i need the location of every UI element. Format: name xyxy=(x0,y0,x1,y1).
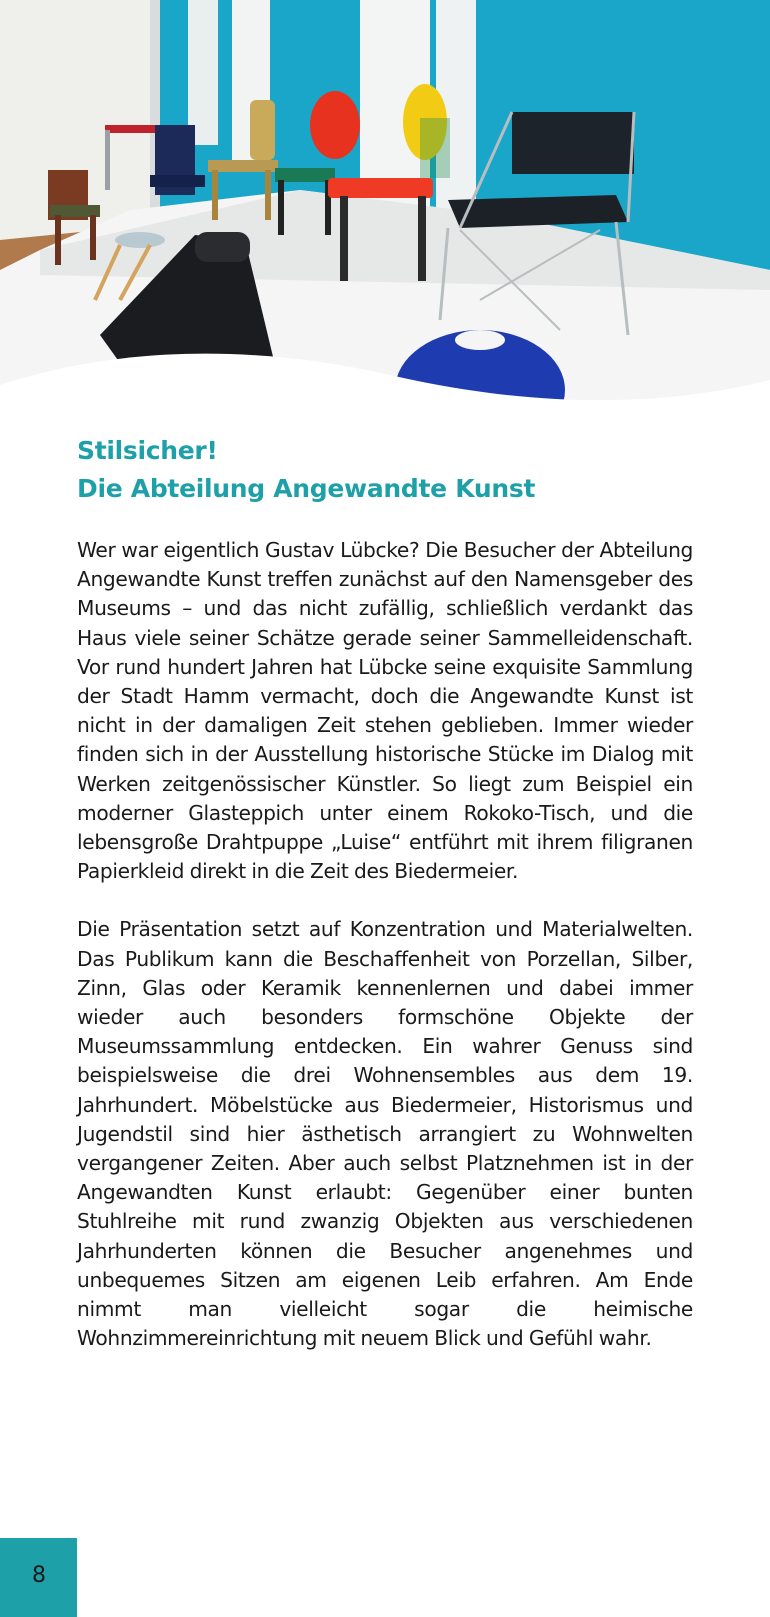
heading-line-2: Die Abteilung Angewandte Kunst xyxy=(77,474,536,503)
heading-line-1: Stilsicher! xyxy=(77,436,218,465)
body-paragraph-2: Die Präsentation setzt auf Konzentration und Materialwelten. Das Publikum kann die Beschaffenheit von Porzellan, Silber, Zinn, Glas oder Keramik kennenlernen und dabei immer wieder auch besonders formschöne Objekte der Museumssammlung entdecken. Ein wahrer Genuss sind beispielsweise die drei Wohnensembles aus dem 19. Jahrhundert. Möbelstücke aus Biedermeier, Historismus und Jugendstil sind hier ästhetisch arrangiert zu Wohnwelten vergangener Zeiten. Aber auch selbst Platznehmen ist in der Angewandten Kunst erlaubt: Gegenüber einer bunten Stuhlreihe mit rund zwanzig Objekten aus verschiedenen Jahrhunderten können die Besucher angenehmes und unbequemes Sitzen am eigenen Leib erfahren. Am Ende nimmt man vielleicht sogar die heimische Wohnzimmereinrichtung mit neuem Blick und Gefühl wahr. xyxy=(77,917,693,1351)
body-paragraph-1: Wer war eigentlich Gustav Lübcke? Die Besucher der Abteilung Angewandte Kunst treffen zunächst auf den Namensgeber des Museums – und das nicht zufällig, schließlich verdankt das Haus viele seiner Schätze gerade seiner Sammelleidenschaft. Vor rund hundert Jahren hat Lübcke seine exquisite Sammlung der Stadt Hamm vermacht, doch die Angewandte Kunst ist nicht in der damaligen Zeit stehen geblieben. Immer wieder finden sich in der Ausstellung historische Stücke im Dialog mit Werken zeitgenössischer Künstler. So liegt zum Beispiel ein moderner Glasteppich unter einem Rokoko-Tisch, und die lebensgroße Drahtpuppe „Luise“ entführt mit ihrem filigranen Papierkleid direkt in die Zeit des Biedermeier. xyxy=(77,538,693,884)
museum-chair-row-photo xyxy=(0,0,770,420)
page-number: 8 xyxy=(32,1563,46,1588)
page-number-box xyxy=(0,1538,77,1617)
photo-illustration xyxy=(0,0,770,420)
article-heading xyxy=(77,432,693,508)
article xyxy=(77,432,693,1353)
